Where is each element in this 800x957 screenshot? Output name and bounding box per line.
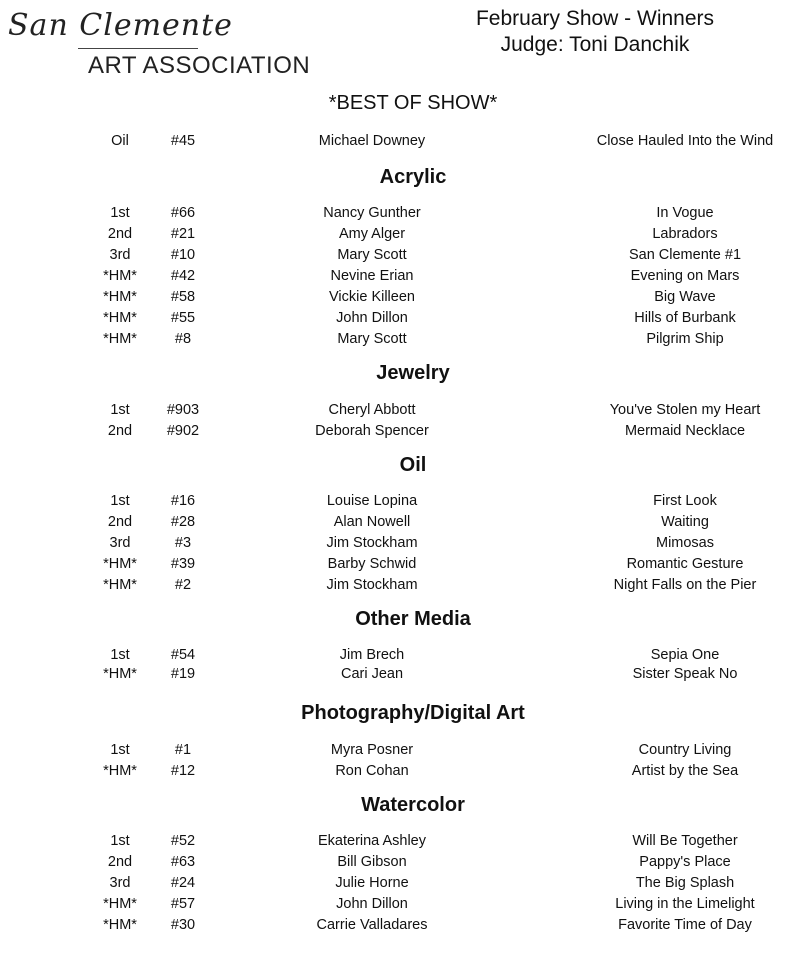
entry-number: #902 [166, 423, 200, 439]
table-row [0, 742, 800, 763]
entry-title: Country Living [638, 742, 732, 758]
table-row [0, 205, 800, 226]
entry-number: #58 [170, 289, 196, 305]
entry-artist: Jim Stockham [326, 577, 418, 593]
entry-title: Big Wave [654, 289, 716, 305]
entry-artist: Ron Cohan [335, 763, 409, 779]
table-row [0, 268, 800, 289]
entry-artist: Nevine Erian [330, 268, 414, 284]
judge-line: Judge: Toni Danchik [500, 33, 690, 56]
entry-number: #24 [170, 875, 196, 891]
entry-artist: Mary Scott [337, 247, 407, 263]
entry-number: #57 [170, 896, 196, 912]
entry-number: #45 [170, 133, 196, 149]
entry-artist: John Dillon [336, 896, 408, 912]
entry-place: 1st [110, 493, 130, 509]
entry-place: 3rd [109, 535, 131, 551]
entry-number: #21 [170, 226, 196, 242]
table-row [0, 833, 800, 854]
entry-number: #28 [170, 514, 196, 530]
association-logo [8, 8, 311, 79]
entry-title: Romantic Gesture [626, 556, 744, 572]
entry-artist: Julie Horne [335, 875, 409, 891]
best-of-show-row [0, 133, 800, 154]
entry-place: *HM* [103, 666, 137, 682]
table-row [0, 226, 800, 247]
entry-number: #8 [174, 331, 192, 347]
entry-title: Sepia One [650, 647, 720, 663]
entry-place: *HM* [103, 268, 137, 284]
entry-place: 1st [110, 647, 130, 663]
table-row [0, 647, 800, 668]
section-heading-watercolor: Watercolor [361, 794, 465, 816]
entry-title: Pappy's Place [639, 854, 731, 870]
entry-number: #3 [174, 535, 192, 551]
entry-artist: Deborah Spencer [315, 423, 429, 439]
best-of-show-heading: *BEST OF SHOW* [328, 92, 498, 114]
entry-artist: Jim Brech [339, 647, 405, 663]
entry-title: Will Be Together [632, 833, 738, 849]
entry-number: #10 [170, 247, 196, 263]
entry-number: #2 [174, 577, 192, 593]
entry-place: 2nd [107, 854, 133, 870]
entry-artist: Amy Alger [338, 226, 406, 242]
table-row [0, 310, 800, 331]
entry-number: #16 [170, 493, 196, 509]
entry-title: Mermaid Necklace [624, 423, 746, 439]
entry-title: You've Stolen my Heart [609, 402, 761, 418]
table-row [0, 896, 800, 917]
entry-artist: Vickie Killeen [329, 289, 415, 305]
table-row [0, 402, 800, 423]
entry-artist: Nancy Gunther [323, 205, 421, 221]
entry-number: #54 [170, 647, 196, 663]
entry-title: Labradors [652, 226, 718, 242]
entry-number: #52 [170, 833, 196, 849]
entry-place: *HM* [103, 896, 137, 912]
table-row [0, 917, 800, 938]
entry-place: 2nd [107, 423, 133, 439]
table-row [0, 493, 800, 514]
entry-title: Hills of Burbank [634, 310, 736, 326]
table-row [0, 763, 800, 784]
entry-place: 3rd [109, 247, 131, 263]
entry-title: Pilgrim Ship [646, 331, 724, 347]
entry-artist: Alan Nowell [333, 514, 411, 530]
entry-place: 1st [110, 742, 130, 758]
entry-title: San Clemente #1 [628, 247, 742, 263]
entry-artist: Bill Gibson [337, 854, 407, 870]
show-title: February Show - Winners [475, 7, 715, 30]
table-row [0, 331, 800, 352]
table-row [0, 535, 800, 556]
table-row [0, 289, 800, 310]
entry-title: The Big Splash [635, 875, 735, 891]
entry-artist: Ekaterina Ashley [317, 833, 426, 849]
section-heading-other-media: Other Media [355, 608, 471, 630]
entry-artist: Carrie Valladares [316, 917, 428, 933]
entry-number: #66 [170, 205, 196, 221]
section-heading-acrylic: Acrylic [379, 166, 447, 188]
entry-place: 2nd [107, 514, 133, 530]
table-row [0, 875, 800, 896]
entry-title: Waiting [661, 514, 709, 530]
entry-number: #39 [170, 556, 196, 572]
table-row [0, 556, 800, 577]
entry-place: *HM* [103, 577, 137, 593]
entry-title: Night Falls on the Pier [613, 577, 757, 593]
entry-place: *HM* [103, 289, 137, 305]
entry-number: #55 [170, 310, 196, 326]
entry-number: #19 [170, 666, 196, 682]
entry-place: *HM* [103, 917, 137, 933]
page-header [430, 6, 760, 58]
table-row [0, 514, 800, 535]
entry-place: *HM* [103, 556, 137, 572]
entry-place: *HM* [103, 310, 137, 326]
entry-title: Sister Speak No [632, 666, 738, 682]
entry-title: First Look [653, 493, 717, 509]
entry-title: Artist by the Sea [631, 763, 739, 779]
table-row [0, 247, 800, 268]
section-heading-photography: Photography/Digital Art [301, 702, 525, 724]
entry-number: #63 [170, 854, 196, 870]
entry-place: *HM* [103, 331, 137, 347]
entry-artist: Cari Jean [340, 666, 404, 682]
section-heading-oil: Oil [399, 454, 427, 476]
entry-number: #903 [166, 402, 200, 418]
entry-place: 1st [110, 205, 130, 221]
entry-title: Living in the Limelight [615, 896, 755, 912]
entry-title: Mimosas [655, 535, 714, 551]
logo-divider [78, 48, 198, 49]
entry-artist: Jim Stockham [326, 535, 418, 551]
entry-place: 2nd [107, 226, 133, 242]
entry-number: #30 [170, 917, 196, 933]
entry-title: Close Hauled Into the Wind [596, 133, 774, 149]
entry-artist: Michael Downey [318, 133, 426, 149]
entry-artist: Cheryl Abbott [328, 402, 416, 418]
table-row [0, 423, 800, 444]
entry-number: #1 [174, 742, 192, 758]
logo-script-text: San Clemente [8, 8, 233, 43]
table-row [0, 854, 800, 875]
entry-artist: Myra Posner [330, 742, 414, 758]
entry-title: Evening on Mars [630, 268, 740, 284]
entry-artist: Mary Scott [337, 331, 407, 347]
logo-association-text: ART ASSOCIATION [88, 52, 311, 79]
entry-place: Oil [111, 133, 129, 149]
entry-place: 3rd [109, 875, 131, 891]
entry-number: #42 [170, 268, 196, 284]
entry-artist: John Dillon [336, 310, 408, 326]
entry-number: #12 [170, 763, 196, 779]
entry-artist: Louise Lopina [326, 493, 418, 509]
entry-place: *HM* [103, 763, 137, 779]
section-heading-jewelry: Jewelry [376, 362, 450, 384]
entry-title: Favorite Time of Day [618, 917, 752, 933]
entry-title: In Vogue [656, 205, 714, 221]
entry-artist: Barby Schwid [327, 556, 417, 572]
entry-place: 1st [110, 833, 130, 849]
entry-place: 1st [110, 402, 130, 418]
table-row [0, 577, 800, 598]
table-row [0, 666, 800, 687]
